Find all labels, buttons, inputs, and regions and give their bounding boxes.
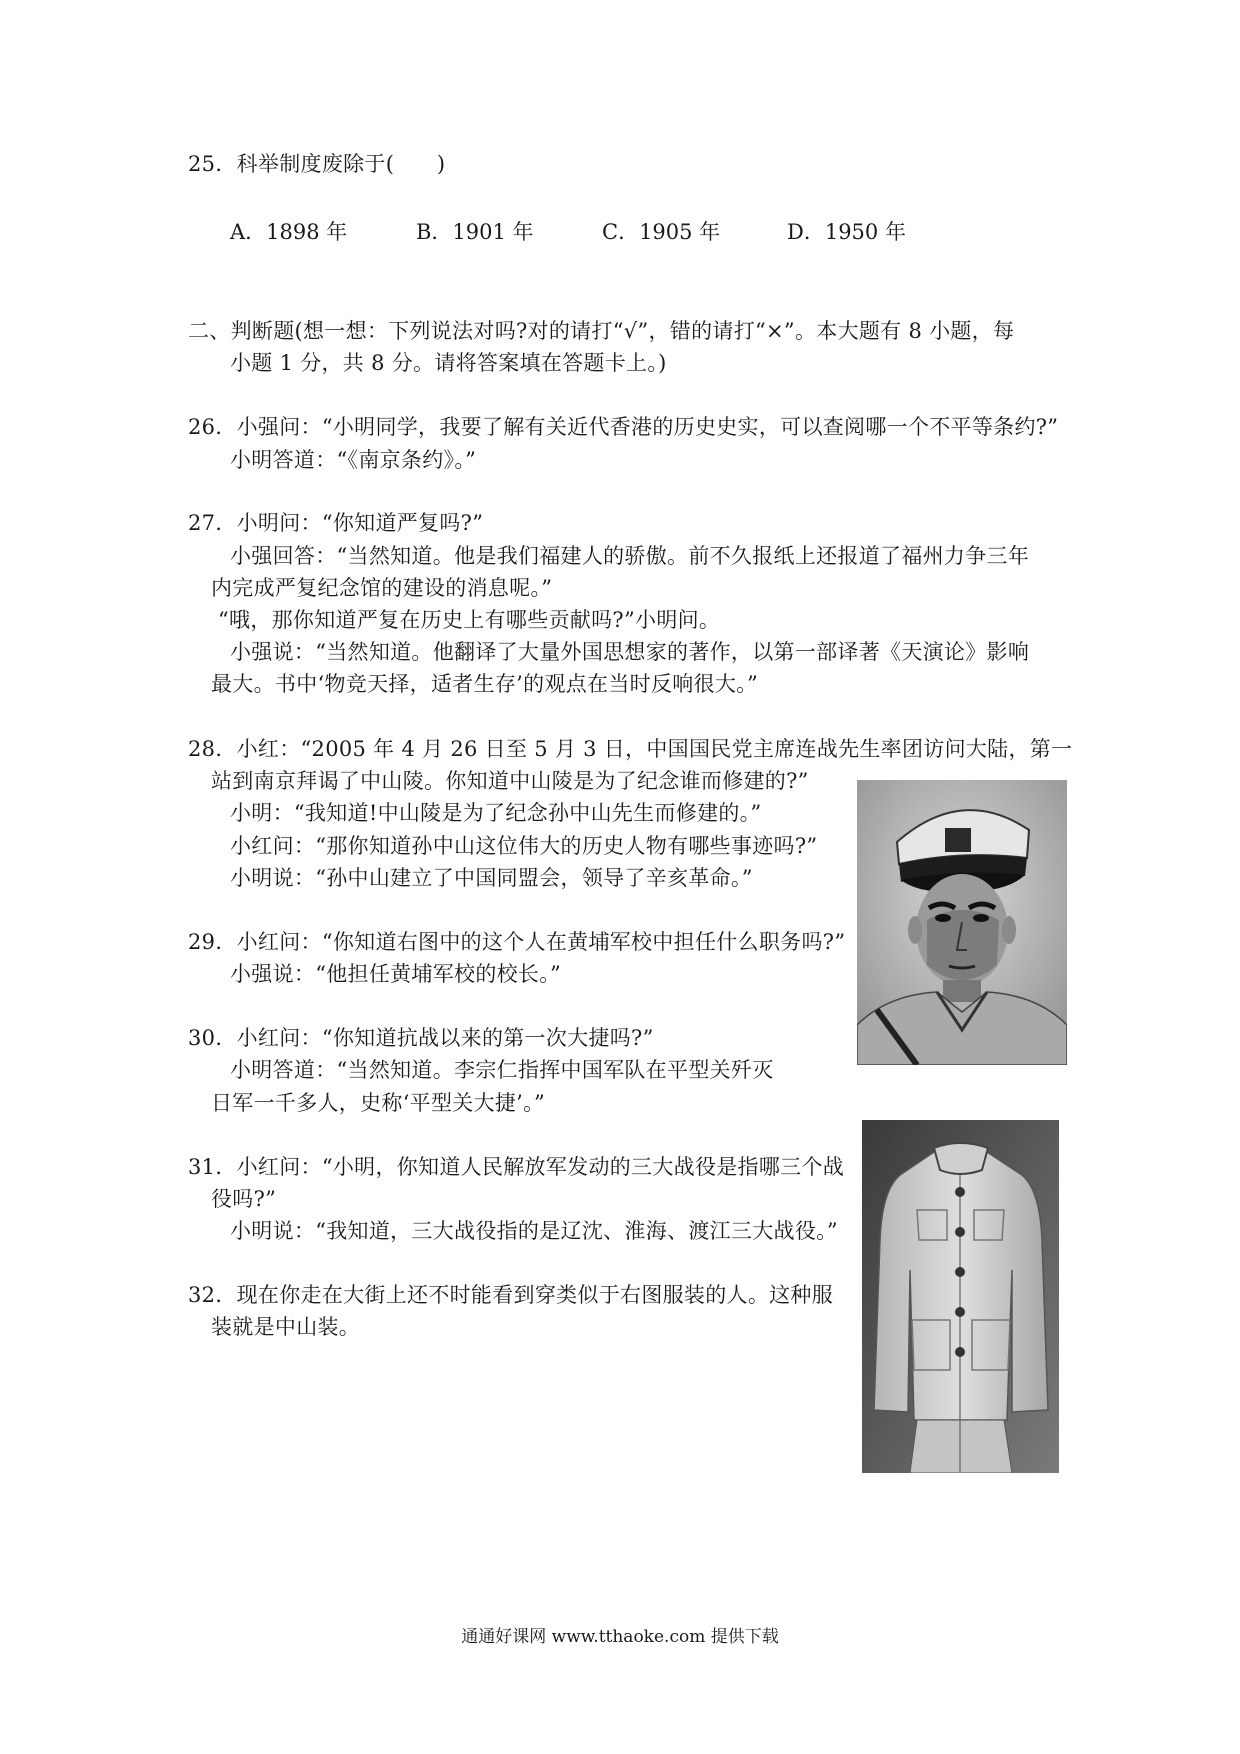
q30-line1: 30．小红问：“你知道抗战以来的第一次大捷吗?”	[188, 1026, 654, 1050]
q28-line4: 小红问：“那你知道孙中山这位伟大的历史人物有哪些事迹吗?”	[230, 834, 818, 858]
q29-line1: 29．小红问：“你知道右图中的这个人在黄埔军校中担任什么职务吗?”	[188, 930, 846, 954]
q25-option-d: D．1950 年	[787, 220, 906, 244]
q27-line4: “哦，那你知道严复在历史上有哪些贡献吗?”小明问。	[218, 608, 721, 632]
footer-source: 通通好课网 www.tthaoke.com 提供下载	[461, 1627, 779, 1647]
q26-line1: 26．小强问：“小明同学，我要了解有关近代香港的历史史实，可以查阅哪一个不平等条约?”	[188, 415, 1059, 439]
q28-line1: 28．小红：“2005 年 4 月 26 日至 5 月 3 日，中国国民党主席连战先生率团访问大陆，第一	[188, 737, 1073, 761]
q27-line1: 27．小明问：“你知道严复吗?”	[188, 511, 484, 535]
q31-line2: 役吗?”	[211, 1187, 277, 1211]
q32-line1: 32．现在你走在大街上还不时能看到穿类似于右图服装的人。这种服	[188, 1283, 834, 1307]
q27-line5: 小强说：“当然知道。他翻译了大量外国思想家的著作，以第一部译著《天演论》影响	[230, 640, 1030, 664]
q28-line2: 站到南京拜谒了中山陵。你知道中山陵是为了纪念谁而修建的?”	[211, 769, 809, 793]
q25-option-b: B．1901 年	[416, 220, 534, 244]
q31-line1: 31．小红问：“小明，你知道人民解放军发动的三大战役是指哪三个战	[188, 1155, 845, 1179]
q25-stem: 25．科举制度废除于( )	[188, 152, 446, 176]
q26-line2: 小明答道：“《南京条约》。”	[230, 448, 477, 472]
zhongshan-suit-image	[862, 1120, 1059, 1473]
q32-line2: 装就是中山装。	[211, 1315, 361, 1339]
q28-line3: 小明：“我知道!中山陵是为了纪念孙中山先生而修建的。”	[230, 801, 762, 825]
q25-option-c: C．1905 年	[602, 220, 721, 244]
q28-line5: 小明说：“孙中山建立了中国同盟会，领导了辛亥革命。”	[230, 866, 753, 890]
portrait-photo	[857, 780, 1067, 1065]
portrait-photo-image	[857, 780, 1067, 1065]
section2-heading: 二、判断题(想一想：下列说法对吗?对的请打“√”，错的请打“×”。本大题有 8 小题，每	[188, 319, 1015, 343]
q29-line2: 小强说：“他担任黄埔军校的校长。”	[230, 962, 562, 986]
section2-heading-cont: 小题 1 分，共 8 分。请将答案填在答题卡上。)	[230, 351, 667, 375]
q27-line6: 最大。书中‘物竞天择，适者生存’的观点在当时反响很大。”	[211, 672, 758, 696]
q25-option-a: A．1898 年	[230, 220, 348, 244]
q31-line3: 小明说：“我知道，三大战役指的是辽沈、淮海、渡江三大战役。”	[230, 1219, 838, 1243]
q30-line2: 小明答道：“当然知道。李宗仁指挥中国军队在平型关歼灭	[230, 1058, 774, 1082]
q27-line2: 小强回答：“当然知道。他是我们福建人的骄傲。前不久报纸上还报道了福州力争三年	[230, 544, 1030, 568]
q27-line3: 内完成严复纪念馆的建设的消息呢。”	[211, 576, 553, 600]
zhongshan-suit-photo	[862, 1120, 1059, 1473]
q30-line3: 日军一千多人，史称‘平型关大捷’。”	[211, 1091, 545, 1115]
